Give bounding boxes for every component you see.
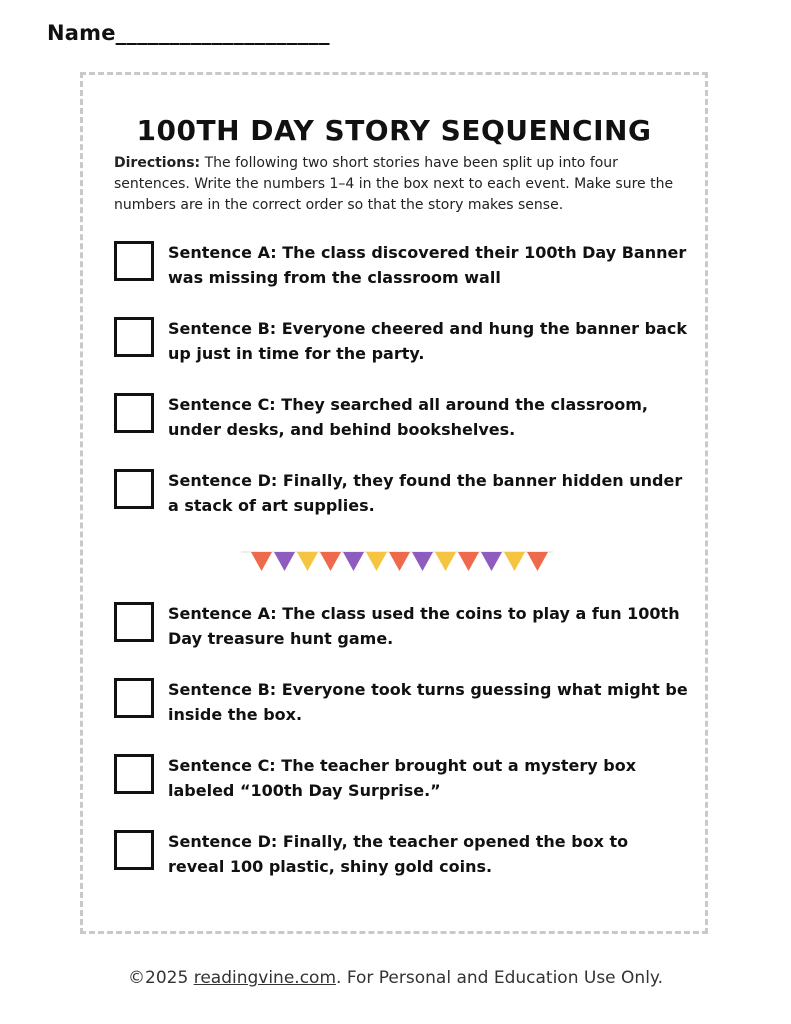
bunting-flag — [343, 552, 364, 571]
bunting-flag — [251, 552, 272, 571]
sequence-item — [114, 468, 689, 520]
bunting-flag — [458, 552, 479, 571]
sentence-text: Sentence B: Everyone took turns guessing what might be inside the box. — [168, 680, 688, 724]
answer-box[interactable] — [114, 317, 154, 357]
worksheet-frame — [80, 72, 708, 934]
answer-box[interactable] — [114, 602, 154, 642]
bunting-flag — [412, 552, 433, 571]
bunting-flag — [320, 552, 341, 571]
bunting-flag — [366, 552, 387, 571]
answer-box[interactable] — [114, 393, 154, 433]
site-link[interactable]: readingvine.com — [193, 968, 337, 988]
answer-box[interactable] — [114, 754, 154, 794]
sequence-item — [114, 316, 689, 368]
bunting-flag — [481, 552, 502, 571]
footer — [0, 968, 791, 988]
sequence-item — [114, 601, 689, 653]
bunting-divider — [241, 550, 553, 574]
sequence-item — [114, 753, 689, 805]
worksheet-title: 100TH DAY STORY SEQUENCING — [136, 114, 652, 147]
sentence-text: Sentence C: They searched all around the classroom, under desks, and behind bookshelves. — [168, 395, 648, 439]
sequence-item — [114, 392, 689, 444]
sequence-item — [114, 829, 689, 881]
bunting-flag — [527, 552, 548, 571]
bunting-flag — [389, 552, 410, 571]
bunting-flag — [435, 552, 456, 571]
answer-box[interactable] — [114, 241, 154, 281]
bunting-flag — [504, 552, 525, 571]
answer-box[interactable] — [114, 830, 154, 870]
directions — [114, 153, 684, 216]
sentence-text: Sentence C: The teacher brought out a mystery box labeled “100th Day Surprise.” — [168, 756, 637, 800]
sentence-text: Sentence D: Finally, the teacher opened the box to reveal 100 plastic, shiny gold coins. — [168, 832, 629, 876]
directions-label: Directions: — [114, 155, 201, 171]
answer-box[interactable] — [114, 469, 154, 509]
bunting-flag — [297, 552, 318, 571]
bunting-flag — [274, 552, 295, 571]
answer-box[interactable] — [114, 678, 154, 718]
copyright-text: ©2025 — [128, 968, 194, 988]
sentence-text: Sentence A: The class used the coins to play a fun 100th Day treasure hunt game. — [168, 604, 680, 648]
directions-text: The following two short stories have been split up into four sentences. Write the numbers 1–4 in the box next to each event. Make sure the numbers are in the correct order so that the story makes sense. — [114, 155, 674, 213]
sentence-text: Sentence B: Everyone cheered and hung the banner back up just in time for the party. — [168, 319, 687, 363]
sequence-item — [114, 240, 689, 292]
sentence-text: Sentence D: Finally, they found the banner hidden under a stack of art supplies. — [168, 471, 683, 515]
name-field-label: Name____________________ — [47, 21, 330, 45]
footer-note: . For Personal and Education Use Only. — [336, 968, 663, 988]
sequence-item — [114, 677, 689, 729]
sentence-text: Sentence A: The class discovered their 100th Day Banner was missing from the classroom wall — [168, 243, 687, 287]
